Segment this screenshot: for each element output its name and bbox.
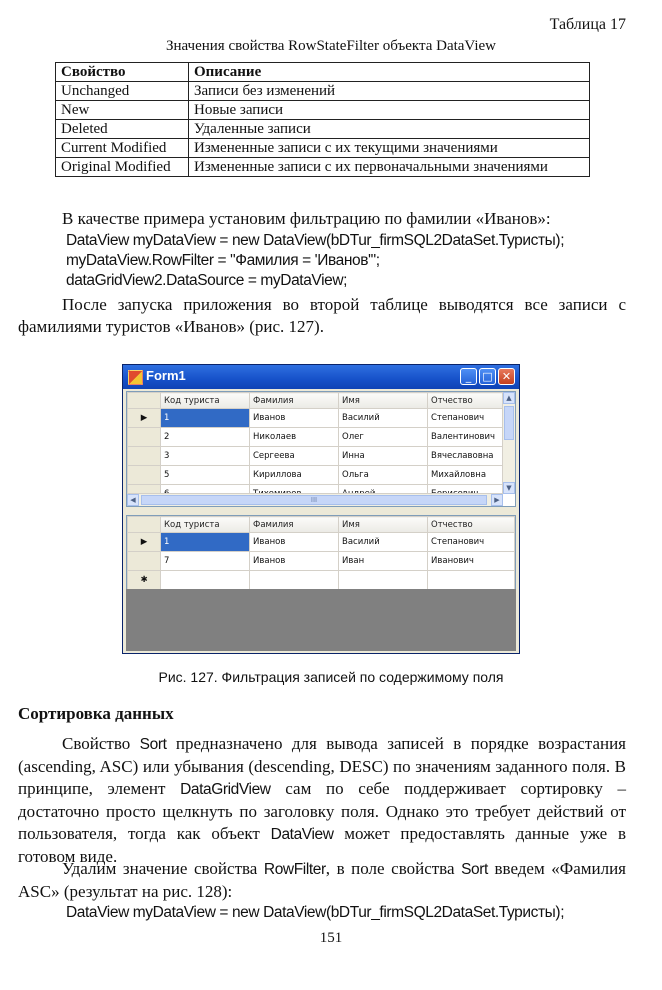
grid-row[interactable]	[128, 466, 503, 485]
text-run: , в поле свойства	[325, 859, 455, 878]
grid-row[interactable]	[128, 533, 515, 552]
grid-cell[interactable]: Степанович	[428, 533, 515, 552]
current-row-icon[interactable]: ▶	[128, 409, 161, 428]
grid-cell[interactable]	[250, 571, 339, 590]
grid-cell[interactable]	[428, 571, 515, 590]
code-line: dataGridView2.DataSource = myDataView;	[66, 272, 348, 289]
text-run: введем «Фамилия ASC» (результат на рис. 128):	[18, 859, 627, 901]
table-header-row	[56, 63, 590, 82]
text-run: Удалим значение свойства	[62, 859, 258, 878]
grid-cell[interactable]: Иванович	[428, 552, 515, 571]
row-header[interactable]	[128, 552, 161, 571]
new-row-icon[interactable]: ✱	[128, 571, 161, 590]
grid-cell[interactable]: 1	[161, 533, 250, 552]
data-grid-1[interactable]	[126, 391, 516, 507]
column-header: Свойство	[56, 63, 189, 82]
row-header-corner	[128, 517, 161, 533]
grid-cell[interactable]: Иванов	[250, 409, 339, 428]
description-cell: Новые записи	[189, 101, 590, 120]
text-run: Свойство	[62, 734, 131, 753]
remove-filter-paragraph	[18, 858, 626, 903]
grid-cell[interactable]: Михайловна	[428, 466, 503, 485]
grid-cell[interactable]: 7	[161, 552, 250, 571]
property-cell: Original Modified	[56, 158, 189, 177]
grid-cell[interactable]: Олег	[339, 428, 428, 447]
row-header-corner	[128, 393, 161, 409]
property-cell: Deleted	[56, 120, 189, 139]
grid-cell[interactable]: Ольга	[339, 466, 428, 485]
grid-cell[interactable]: 5	[161, 466, 250, 485]
table-row	[56, 158, 590, 177]
grid-cell[interactable]: Степанович	[428, 409, 503, 428]
grid-cell[interactable]: Вячеславовна	[428, 447, 503, 466]
column-header[interactable]: Имя	[339, 393, 428, 409]
properties-table	[55, 62, 590, 177]
grid-cell[interactable]: Василий	[339, 409, 428, 428]
current-row-icon[interactable]: ▶	[128, 533, 161, 552]
text-run: сам по себе поддерживает сортировку – достаточно просто щелкнуть по заголовку поля. Однако это требует действий от пользователя, тогда как объект	[18, 779, 627, 843]
text-run: предназначено для вывода записей в порядке возрастания (ascending, ASC) или убывания (descending, DESC) по значениям заданного поля. В принципе, элемент	[18, 734, 627, 798]
column-header[interactable]: Код туриста	[161, 393, 250, 409]
table-row	[56, 120, 590, 139]
text-run: может предоставлять данные уже в готовом виде.	[18, 824, 626, 866]
row-header[interactable]	[128, 466, 161, 485]
window-title: Form1	[146, 368, 186, 383]
table-row	[56, 101, 590, 120]
data-grid-2[interactable]	[126, 515, 516, 589]
grid-cell[interactable]: Иванов	[250, 533, 339, 552]
grid-row[interactable]	[128, 409, 503, 428]
grid-cell[interactable]: Кириллова	[250, 466, 339, 485]
column-header: Описание	[189, 63, 590, 82]
page-number: 151	[319, 930, 343, 946]
rowfilter-term: RowFilter	[263, 861, 326, 878]
grid-cell[interactable]: Николаев	[250, 428, 339, 447]
datagridview-term: DataGridView	[180, 781, 271, 798]
scroll-thumb[interactable]: III	[141, 495, 487, 505]
scroll-up-button[interactable]: ▲	[503, 392, 515, 404]
maximize-button[interactable]: □	[479, 368, 496, 385]
grid-cell[interactable]: 2	[161, 428, 250, 447]
grid-cell[interactable]: 1	[161, 409, 250, 428]
grid-header-row	[128, 393, 503, 409]
grid-cell[interactable]: 3	[161, 447, 250, 466]
column-header[interactable]: Отчество	[428, 393, 503, 409]
grid-cell[interactable]: Инна	[339, 447, 428, 466]
table-row	[56, 82, 590, 101]
description-cell: Измененные записи с их первоначальными значениями	[189, 158, 590, 177]
description-cell: Удаленные записи	[189, 120, 590, 139]
property-cell: Current Modified	[56, 139, 189, 158]
grid-cell[interactable]: Сергеева	[250, 447, 339, 466]
property-cell: Unchanged	[56, 82, 189, 101]
description-cell: Измененные записи с их текущими значениями	[189, 139, 590, 158]
grid-cell[interactable]: Иван	[339, 552, 428, 571]
after-launch-paragraph: После запуска приложения во второй таблице выводятся все записи с фамилиями туристов «Иванов» (рис. 127).	[18, 295, 626, 336]
sort-term: Sort	[461, 861, 488, 878]
property-cell: New	[56, 101, 189, 120]
column-header[interactable]: Имя	[339, 517, 428, 533]
grid-cell[interactable]: Василий	[339, 533, 428, 552]
new-row[interactable]	[128, 571, 515, 590]
table-number: Таблица 17	[549, 16, 626, 33]
grid-empty-area	[126, 589, 516, 651]
section-title: Сортировка данных	[18, 704, 174, 723]
column-header[interactable]: Код туриста	[161, 517, 250, 533]
description-cell: Записи без изменений	[189, 82, 590, 101]
scroll-left-button[interactable]: ◀	[127, 494, 139, 506]
scroll-thumb[interactable]	[504, 406, 514, 440]
scroll-right-button[interactable]: ▶	[491, 494, 503, 506]
grid-row[interactable]	[128, 552, 515, 571]
grid-cell[interactable]	[161, 571, 250, 590]
scroll-down-button[interactable]: ▼	[503, 482, 515, 494]
grid-header-row	[128, 517, 515, 533]
grid-cell[interactable]	[339, 571, 428, 590]
intro-text: В качестве примера установим фильтрацию по фамилии «Иванов»:	[62, 209, 551, 228]
code-line: myDataView.RowFilter = "Фамилия = 'Иванов'";	[66, 252, 380, 269]
table-row	[56, 139, 590, 158]
close-button[interactable]: ✕	[498, 368, 515, 385]
code-line: DataView myDataView = new DataView(bDTur_firmSQL2DataSet.Туристы);	[66, 904, 565, 921]
figure-caption: Рис. 127. Фильтрация записей по содержимому поля	[158, 669, 504, 685]
grid-cell[interactable]: Валентинович	[428, 428, 503, 447]
app-icon	[128, 370, 143, 385]
row-header[interactable]	[128, 428, 161, 447]
form-window	[122, 364, 520, 654]
grid-row[interactable]	[128, 428, 503, 447]
sort-term: Sort	[139, 736, 167, 753]
grid-row[interactable]	[128, 447, 503, 466]
column-header[interactable]: Фамилия	[250, 517, 339, 533]
column-header[interactable]: Отчество	[428, 517, 515, 533]
horizontal-scrollbar[interactable]	[127, 493, 503, 506]
code-line: DataView myDataView = new DataView(bDTur_firmSQL2DataSet.Туристы);	[66, 232, 565, 249]
sort-paragraph	[18, 733, 626, 868]
table-caption: Значения свойства RowStateFilter объекта DataView	[165, 38, 497, 54]
grid-cell[interactable]: Иванов	[250, 552, 339, 571]
dataview-term: DataView	[270, 826, 334, 843]
window-titlebar	[123, 365, 519, 389]
vertical-scrollbar[interactable]	[502, 392, 515, 494]
row-header[interactable]	[128, 447, 161, 466]
column-header[interactable]: Фамилия	[250, 393, 339, 409]
minimize-button[interactable]: _	[460, 368, 477, 385]
